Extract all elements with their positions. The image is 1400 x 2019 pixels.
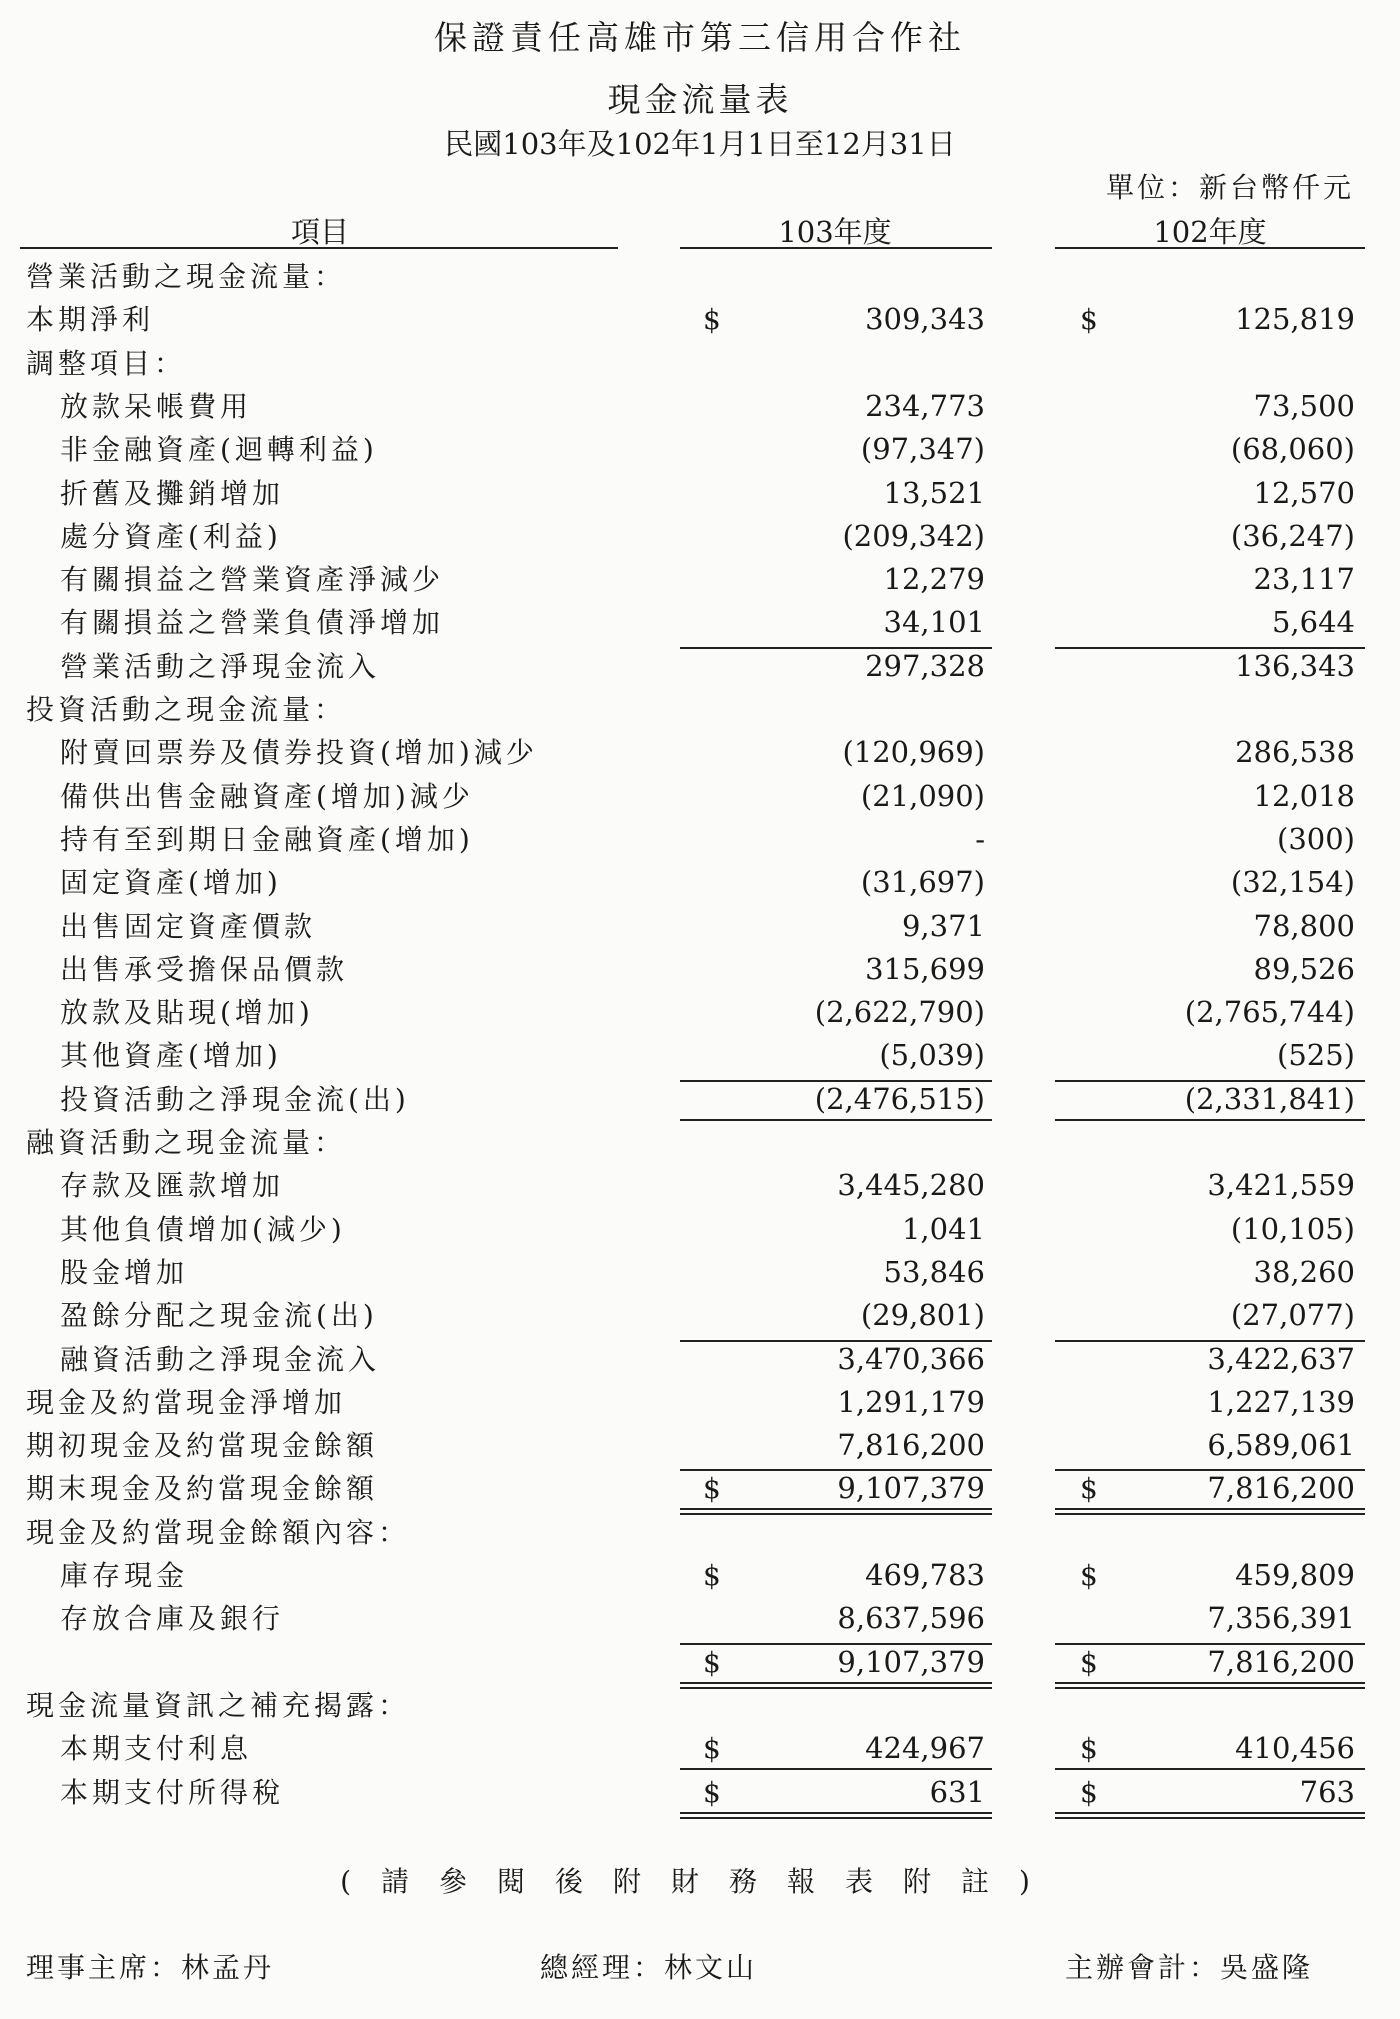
statement-row bbox=[0, 1641, 1400, 1684]
value-current-year: 309,343 bbox=[865, 302, 985, 337]
value-current-year: 34,101 bbox=[883, 605, 985, 640]
statement-row bbox=[0, 298, 1400, 341]
subtotal-rule bbox=[1055, 1643, 1365, 1645]
statement-row bbox=[0, 1771, 1400, 1814]
statement-row bbox=[0, 1597, 1400, 1640]
row-label: 固定資產(增加) bbox=[60, 866, 282, 900]
value-prior-year: 7,816,200 bbox=[1207, 1644, 1355, 1679]
value-current-year: 631 bbox=[929, 1774, 985, 1809]
currency-symbol-prior: $ bbox=[1080, 1645, 1098, 1679]
total-double-rule bbox=[1055, 1817, 1365, 1819]
organization-title: 保證責任高雄市第三信用合作社 bbox=[434, 18, 966, 57]
statement-row bbox=[0, 1381, 1400, 1424]
currency-symbol-prior: $ bbox=[1080, 303, 1098, 337]
signature-accountant: 主辦會計：吳盛隆 bbox=[1065, 1951, 1314, 1984]
value-prior-year: 89,526 bbox=[1253, 951, 1355, 986]
value-current-year: (209,342) bbox=[842, 518, 985, 553]
statement-row bbox=[0, 342, 1400, 385]
currency-symbol-current: $ bbox=[703, 1645, 721, 1679]
value-prior-year: (525) bbox=[1277, 1038, 1355, 1073]
document-title: 現金流量表 bbox=[607, 80, 793, 119]
value-current-year: 315,699 bbox=[865, 951, 985, 986]
value-current-year: 424,967 bbox=[865, 1731, 985, 1766]
value-prior-year: 23,117 bbox=[1253, 562, 1355, 597]
row-label: 本期淨利 bbox=[26, 303, 155, 337]
row-label: 折舊及攤銷增加 bbox=[60, 476, 285, 510]
row-label: 庫存現金 bbox=[60, 1559, 189, 1592]
value-prior-year: 763 bbox=[1299, 1774, 1355, 1809]
row-label: 現金及約當現金餘額內容： bbox=[26, 1515, 411, 1549]
value-prior-year: (27,077) bbox=[1230, 1298, 1355, 1333]
total-double-rule bbox=[680, 1513, 992, 1515]
value-current-year: 7,816,200 bbox=[837, 1428, 985, 1463]
value-current-year: 9,107,379 bbox=[837, 1644, 985, 1679]
value-current-year: 8,637,596 bbox=[837, 1601, 985, 1636]
row-label: 融資活動之現金流量： bbox=[26, 1126, 347, 1159]
value-prior-year: 125,819 bbox=[1235, 302, 1355, 337]
total-double-rule bbox=[680, 1682, 992, 1684]
statement-row bbox=[0, 255, 1400, 298]
subtotal-rule bbox=[680, 647, 992, 649]
row-label: 本期支付利息 bbox=[60, 1732, 253, 1766]
row-label: 持有至到期日金融資產(增加) bbox=[60, 822, 474, 856]
currency-symbol-current: $ bbox=[703, 303, 721, 337]
footnote: (請參閱後附財務報表附註) bbox=[340, 1865, 1060, 1898]
header-underline-current bbox=[680, 247, 992, 249]
value-prior-year: 12,018 bbox=[1253, 778, 1355, 813]
row-label: 期末現金及約當現金餘額 bbox=[26, 1472, 379, 1506]
value-current-year: 9,107,379 bbox=[837, 1471, 985, 1506]
value-current-year: 9,371 bbox=[901, 908, 985, 943]
row-label: 盈餘分配之現金流(出) bbox=[60, 1299, 378, 1333]
statement-row bbox=[0, 1294, 1400, 1337]
currency-symbol-current: $ bbox=[703, 1732, 721, 1766]
value-prior-year: 7,816,200 bbox=[1207, 1471, 1355, 1506]
subtotal-rule bbox=[1055, 647, 1365, 649]
value-prior-year: (300) bbox=[1277, 821, 1355, 856]
total-double-rule bbox=[1055, 1513, 1365, 1515]
value-prior-year: 1,227,139 bbox=[1207, 1384, 1355, 1419]
row-label: 處分資產(利益) bbox=[60, 519, 282, 553]
statement-row bbox=[0, 1554, 1400, 1597]
currency-symbol-current: $ bbox=[703, 1775, 721, 1809]
value-current-year: (97,347) bbox=[860, 432, 985, 467]
value-prior-year: 12,570 bbox=[1253, 475, 1355, 510]
header-underline-item bbox=[20, 247, 618, 249]
value-prior-year: (2,331,841) bbox=[1184, 1081, 1355, 1116]
value-prior-year: (36,247) bbox=[1230, 518, 1355, 553]
row-label: 期初現金及約當現金餘額 bbox=[26, 1429, 379, 1463]
statement-row bbox=[0, 991, 1400, 1034]
total-double-rule bbox=[680, 1812, 992, 1814]
value-prior-year: (10,105) bbox=[1230, 1211, 1355, 1246]
statement-row bbox=[0, 688, 1400, 731]
statement-row bbox=[0, 1164, 1400, 1207]
subtotal-rule bbox=[1055, 1080, 1365, 1082]
statement-row bbox=[0, 1208, 1400, 1251]
subtotal-rule bbox=[1055, 1469, 1365, 1471]
signature-manager: 總經理：林文山 bbox=[540, 1951, 758, 1984]
statement-row bbox=[0, 1467, 1400, 1510]
statement-row bbox=[0, 731, 1400, 774]
value-current-year: 53,846 bbox=[883, 1254, 985, 1289]
value-prior-year: 286,538 bbox=[1235, 735, 1355, 770]
value-prior-year: (2,765,744) bbox=[1184, 995, 1355, 1030]
value-current-year: (120,969) bbox=[842, 735, 985, 770]
value-prior-year: 3,422,637 bbox=[1207, 1341, 1355, 1376]
statement-row bbox=[0, 1684, 1400, 1727]
statement-row bbox=[0, 775, 1400, 818]
value-prior-year: 6,589,061 bbox=[1207, 1428, 1355, 1463]
value-prior-year: 73,500 bbox=[1253, 388, 1355, 423]
column-header-prior-year: 102年度 bbox=[1153, 215, 1267, 249]
row-label: 放款呆帳費用 bbox=[60, 389, 253, 423]
value-prior-year: (32,154) bbox=[1230, 865, 1355, 900]
row-label: 本期支付所得稅 bbox=[60, 1775, 285, 1809]
total-double-rule bbox=[1055, 1812, 1365, 1814]
total-double-rule bbox=[680, 1687, 992, 1689]
row-label: 存款及匯款增加 bbox=[60, 1169, 285, 1203]
row-label: 附賣回票券及債券投資(增加)減少 bbox=[60, 736, 538, 770]
row-label: 調整項目： bbox=[26, 346, 187, 380]
statement-row bbox=[0, 1078, 1400, 1121]
row-label: 其他資產(增加) bbox=[60, 1039, 282, 1073]
value-current-year: 12,279 bbox=[883, 562, 985, 597]
row-label: 出售承受擔保品價款 bbox=[60, 952, 349, 986]
row-label: 現金及約當現金淨增加 bbox=[26, 1385, 347, 1419]
row-label: 出售固定資產價款 bbox=[60, 909, 317, 943]
statement-row bbox=[0, 948, 1400, 991]
value-prior-year: 38,260 bbox=[1253, 1254, 1355, 1289]
value-current-year: 469,783 bbox=[865, 1558, 985, 1592]
value-current-year: 13,521 bbox=[883, 475, 985, 510]
value-prior-year: 459,809 bbox=[1235, 1558, 1355, 1592]
statement-row bbox=[0, 861, 1400, 904]
row-label: 營業活動之淨現金流入 bbox=[60, 649, 381, 683]
value-prior-year: (68,060) bbox=[1230, 432, 1355, 467]
value-prior-year: 78,800 bbox=[1253, 908, 1355, 943]
row-label: 非金融資產(迴轉利益) bbox=[60, 433, 378, 467]
column-header-current-year: 103年度 bbox=[778, 215, 892, 249]
subtotal-rule bbox=[680, 1080, 992, 1082]
currency-symbol-current: $ bbox=[703, 1559, 721, 1592]
row-label: 股金增加 bbox=[60, 1255, 189, 1289]
value-current-year: 3,445,280 bbox=[837, 1168, 985, 1203]
row-label: 融資活動之淨現金流入 bbox=[60, 1342, 381, 1376]
value-current-year: 3,470,366 bbox=[837, 1341, 985, 1376]
reporting-period: 民國103年及102年1月1日至12月31日 bbox=[444, 127, 956, 161]
statement-row bbox=[0, 1121, 1400, 1164]
currency-symbol-prior: $ bbox=[1080, 1775, 1098, 1809]
value-current-year: (21,090) bbox=[860, 778, 985, 813]
subtotal-rule bbox=[680, 1119, 992, 1121]
currency-unit: 單位：新台幣仟元 bbox=[1105, 171, 1354, 204]
value-current-year: 1,291,179 bbox=[837, 1384, 985, 1419]
row-label: 存放合庫及銀行 bbox=[60, 1602, 285, 1636]
statement-row bbox=[0, 905, 1400, 948]
statement-row bbox=[0, 515, 1400, 558]
signature-chairman: 理事主席：林孟丹 bbox=[26, 1951, 275, 1984]
subtotal-rule bbox=[1055, 1340, 1365, 1342]
row-label: 其他負債增加(減少) bbox=[60, 1212, 346, 1246]
value-current-year: (2,476,515) bbox=[814, 1081, 985, 1116]
row-label: 營業活動之現金流量： bbox=[26, 260, 347, 293]
subtotal-rule bbox=[1055, 1768, 1365, 1770]
total-double-rule bbox=[680, 1817, 992, 1819]
statement-row bbox=[0, 1251, 1400, 1294]
statement-row bbox=[0, 601, 1400, 644]
row-label: 現金流量資訊之補充揭露： bbox=[26, 1688, 411, 1722]
value-prior-year: 5,644 bbox=[1271, 605, 1355, 640]
statement-row bbox=[0, 1424, 1400, 1467]
currency-symbol-prior: $ bbox=[1080, 1472, 1098, 1506]
statement-row bbox=[0, 1034, 1400, 1077]
row-label: 投資活動之現金流量： bbox=[26, 693, 347, 726]
total-double-rule bbox=[1055, 1682, 1365, 1684]
value-current-year: (2,622,790) bbox=[814, 995, 985, 1030]
statement-row bbox=[0, 428, 1400, 471]
value-prior-year: 3,421,559 bbox=[1207, 1168, 1355, 1203]
statement-row bbox=[0, 1511, 1400, 1554]
subtotal-rule bbox=[680, 1768, 992, 1770]
statement-row bbox=[0, 818, 1400, 861]
row-label: 有關損益之營業資產淨減少 bbox=[60, 563, 445, 597]
row-label: 備供出售金融資產(增加)減少 bbox=[60, 779, 474, 813]
value-prior-year: 136,343 bbox=[1235, 648, 1355, 683]
column-header-item: 項目 bbox=[290, 215, 349, 249]
value-current-year: 1,041 bbox=[901, 1211, 985, 1246]
subtotal-rule bbox=[680, 1340, 992, 1342]
value-current-year: - bbox=[975, 821, 985, 856]
total-double-rule bbox=[680, 1508, 992, 1510]
row-label: 投資活動之淨現金流(出) bbox=[60, 1082, 410, 1116]
currency-symbol-prior: $ bbox=[1080, 1559, 1098, 1592]
total-double-rule bbox=[1055, 1687, 1365, 1689]
row-label: 有關損益之營業負債淨增加 bbox=[60, 606, 445, 640]
statement-row bbox=[0, 385, 1400, 428]
value-current-year: (31,697) bbox=[860, 865, 985, 900]
subtotal-rule bbox=[1055, 1119, 1365, 1121]
value-current-year: 297,328 bbox=[865, 648, 985, 683]
value-prior-year: 410,456 bbox=[1235, 1731, 1355, 1766]
statement-row bbox=[0, 1338, 1400, 1381]
statement-row bbox=[0, 645, 1400, 688]
statement-row bbox=[0, 1727, 1400, 1770]
row-label: 放款及貼現(增加) bbox=[60, 996, 314, 1030]
value-prior-year: 7,356,391 bbox=[1207, 1601, 1355, 1636]
currency-symbol-current: $ bbox=[703, 1472, 721, 1506]
statement-row bbox=[0, 472, 1400, 515]
subtotal-rule bbox=[680, 1469, 992, 1471]
value-current-year: 234,773 bbox=[865, 388, 985, 423]
statement-row bbox=[0, 558, 1400, 601]
currency-symbol-prior: $ bbox=[1080, 1732, 1098, 1766]
header-underline-prior bbox=[1055, 247, 1365, 249]
total-double-rule bbox=[1055, 1508, 1365, 1510]
value-current-year: (5,039) bbox=[879, 1038, 985, 1073]
value-current-year: (29,801) bbox=[860, 1298, 985, 1333]
subtotal-rule bbox=[680, 1643, 992, 1645]
